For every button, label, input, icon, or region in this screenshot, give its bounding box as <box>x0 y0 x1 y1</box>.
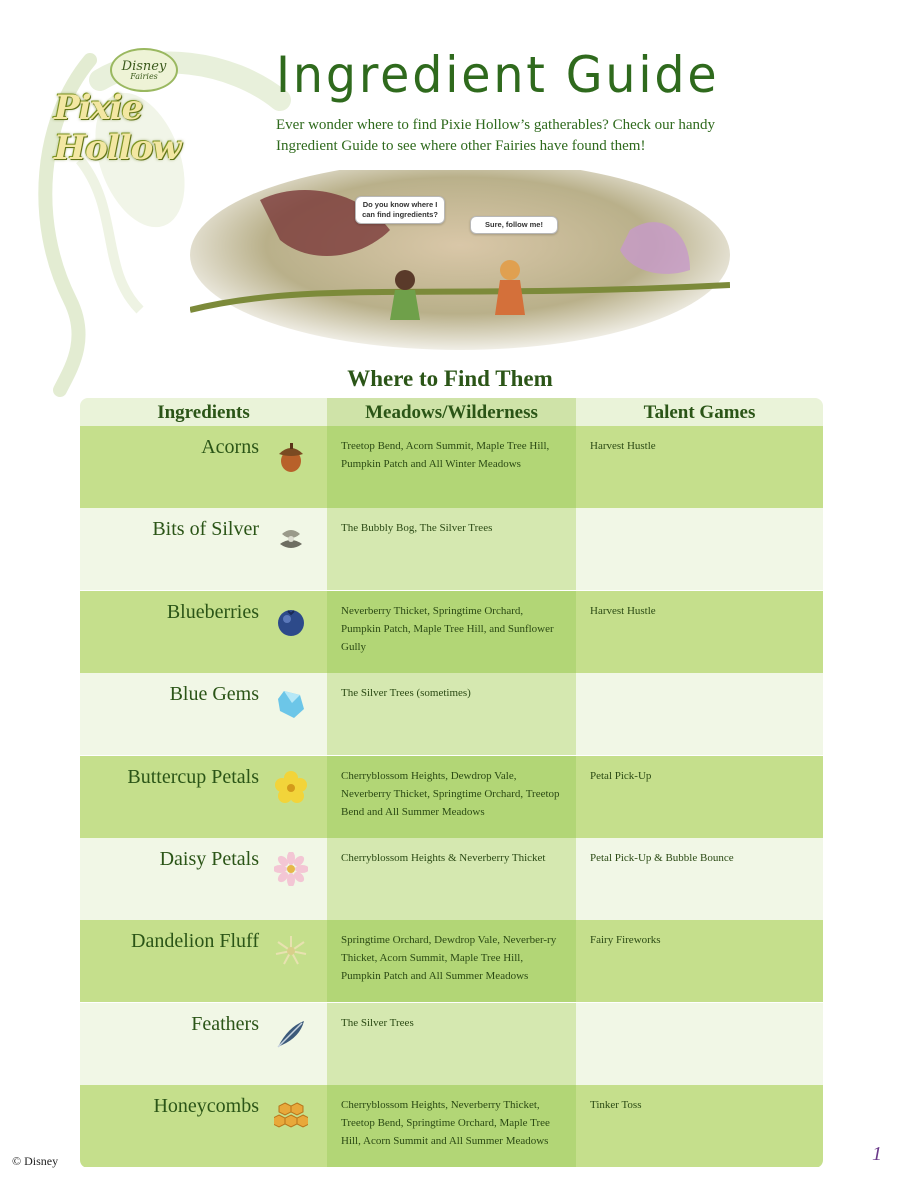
ingredient-cell <box>80 838 327 920</box>
meadows-cell <box>327 591 576 673</box>
pixie-hollow-logo <box>48 38 248 168</box>
speech-bubble-answer: Sure, follow me! <box>470 216 558 234</box>
ingredient-table <box>80 398 823 1168</box>
ingredient-cell <box>80 920 327 1002</box>
gem-icon <box>274 687 308 721</box>
ingredient-name: Feathers <box>191 1012 259 1035</box>
ingredient-name: Acorns <box>201 436 259 458</box>
meadows-cell <box>327 508 576 590</box>
talent-games-cell <box>576 591 823 673</box>
talent-games-text: Harvest Hustle <box>590 440 656 452</box>
meadows-text: Cherryblossom Heights & Neverberry Thicket <box>341 852 546 864</box>
ingredient-cell <box>80 756 327 838</box>
header-talent-games: Talent Games <box>643 402 756 423</box>
blueberry-icon <box>274 605 308 639</box>
meadows-cell <box>327 673 576 755</box>
meadows-text: Springtime Orchard, Dewdrop Vale, Neverber-ry Thicket, Acorn Summit, Maple Tree Hill, Pumpkin Patch and All Summer Meadows <box>341 934 557 983</box>
talent-games-text: Petal Pick-Up <box>590 769 652 782</box>
copyright-text: © Disney <box>12 1154 59 1168</box>
ingredient-cell <box>80 508 327 590</box>
talent-games-cell <box>576 426 823 508</box>
table-row <box>80 1003 823 1085</box>
logo-title-text: Pixie Hollow <box>54 88 181 168</box>
ingredient-cell <box>80 591 327 673</box>
ingredient-cell <box>80 426 327 508</box>
talent-games-text: Petal Pick-Up & Bubble Bounce <box>590 852 734 864</box>
page-number: 1 <box>872 1143 882 1165</box>
logo-sub-text: Fairies <box>130 72 158 81</box>
meadows-text: Cherryblossom Heights, Dewdrop Vale, Neverberry Thicket, Springtime Orchard, Treetop Bend and All Summer Meadows <box>341 769 560 818</box>
silver-icon <box>274 522 308 556</box>
talent-games-text: Tinker Toss <box>590 1099 642 1112</box>
talent-games-cell <box>576 838 823 920</box>
ingredient-name: Blue Gems <box>169 683 259 706</box>
table-header <box>80 398 823 426</box>
table-row <box>80 838 823 920</box>
meadows-text: Neverberry Thicket, Springtime Orchard, Pumpkin Patch, Maple Tree Hill, and Sunflower Gully <box>341 604 554 653</box>
ingredient-name: Bits of Silver <box>152 518 259 541</box>
meadows-cell <box>327 1085 576 1167</box>
table-row <box>80 673 823 755</box>
meadows-text: The Silver Trees (sometimes) <box>341 687 471 700</box>
talent-games-cell <box>576 508 823 590</box>
dandelion-icon <box>274 934 308 968</box>
ingredient-cell <box>80 673 327 755</box>
table-row <box>80 756 823 838</box>
meadows-cell <box>327 838 576 920</box>
ingredient-name: Honeycombs <box>153 1095 259 1118</box>
ingredient-name: Buttercup Petals <box>127 765 259 788</box>
meadows-text: The Bubbly Bog, The Silver Trees <box>341 522 493 535</box>
ingredient-cell <box>80 1003 327 1085</box>
buttercup-icon <box>274 770 308 804</box>
header-ingredients: Ingredients <box>157 402 250 423</box>
table-row <box>80 591 823 673</box>
talent-games-text: Harvest Hustle <box>590 604 656 617</box>
acorn-icon <box>274 440 308 474</box>
ingredient-name: Blueberries <box>166 600 259 623</box>
ingredient-cell <box>80 1085 327 1167</box>
meadows-cell <box>327 1003 576 1085</box>
meadows-text: The Silver Trees <box>341 1016 414 1029</box>
speech-bubble-question: Do you know where I can find ingredients? <box>355 196 445 224</box>
meadows-text: Cherryblossom Heights, Neverberry Thicket, Treetop Bend, Springtime Orchard, Maple Tree Hill, Acorn Summit and All Summer Meadows <box>341 1099 550 1148</box>
disney-fairies-badge <box>110 48 178 92</box>
daisy-icon <box>274 852 308 886</box>
table-row <box>80 1085 823 1167</box>
honeycomb-icon <box>274 1099 308 1133</box>
logo-brand-text: Disney <box>121 59 167 74</box>
table-row <box>80 426 823 508</box>
feather-icon <box>274 1017 308 1051</box>
section-title: Where to Find Them <box>347 366 553 391</box>
fairy-scene-illustration <box>190 170 730 350</box>
table-row <box>80 920 823 1002</box>
intro-text: Ever wonder where to find Pixie Hollow’s gatherables? Check our handy Ingredient Guide to see where other Fairies have found them! <box>276 117 716 154</box>
ingredient-name: Daisy Petals <box>159 848 259 870</box>
talent-games-cell <box>576 1085 823 1167</box>
scene-artwork <box>190 170 730 350</box>
meadows-cell <box>327 920 576 1002</box>
meadows-cell <box>327 756 576 838</box>
meadows-text: Treetop Bend, Acorn Summit, Maple Tree Hill, Pumpkin Patch and All Winter Meadows <box>341 440 550 470</box>
talent-games-cell <box>576 673 823 755</box>
page-title: Ingredient Guide <box>276 46 720 104</box>
talent-games-cell <box>576 920 823 1002</box>
talent-games-text: Fairy Fireworks <box>590 934 661 947</box>
talent-games-cell <box>576 756 823 838</box>
ingredient-name: Dandelion Fluff <box>131 930 259 953</box>
header-meadows: Meadows/Wilderness <box>327 398 576 426</box>
talent-games-cell <box>576 1003 823 1085</box>
table-row <box>80 508 823 590</box>
meadows-cell <box>327 426 576 508</box>
